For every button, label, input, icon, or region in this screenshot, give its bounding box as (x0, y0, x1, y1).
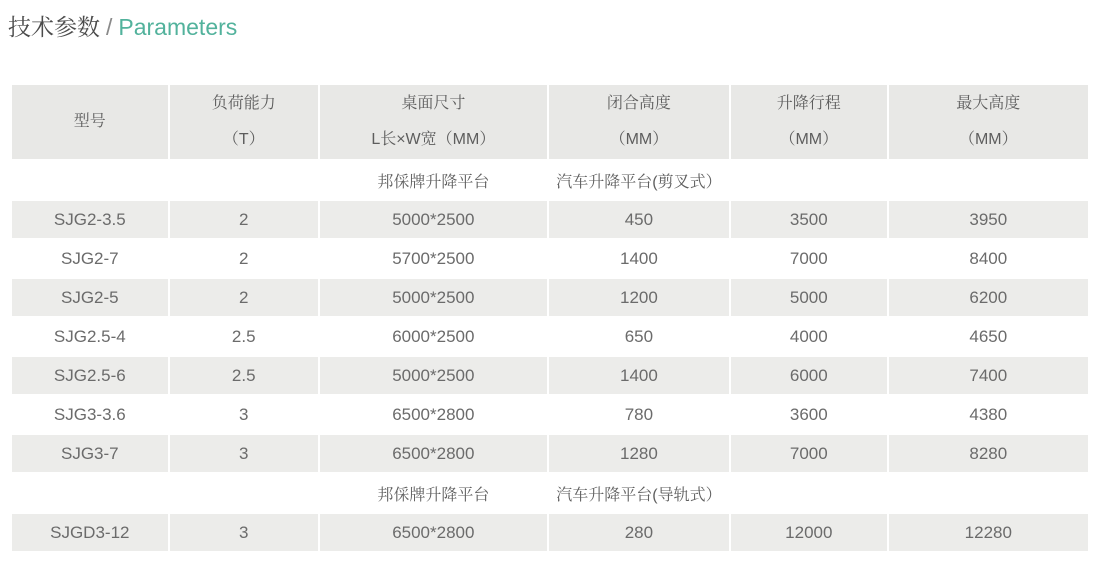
value-cell: 2.5 (170, 318, 318, 355)
value-cell: 5000*2500 (320, 279, 547, 316)
col-header-load-capacity (170, 85, 318, 159)
model-cell: SJG2-7 (12, 240, 168, 277)
col-header-model-label: 型号 (73, 113, 106, 130)
value-cell: 1400 (549, 240, 729, 277)
section-brand: 邦倸牌升降平台 (320, 474, 547, 512)
value-cell: 6500*2800 (320, 514, 547, 551)
col-header-max-height (889, 85, 1088, 159)
value-cell: 8280 (889, 435, 1088, 472)
table-row (12, 357, 1088, 394)
value-cell: 3 (170, 435, 318, 472)
value-cell: 6000 (731, 357, 887, 394)
model-cell: SJG3-3.6 (12, 396, 168, 433)
model-cell: SJG3-7 (12, 435, 168, 472)
value-cell: 3500 (731, 201, 887, 238)
value-cell: 5700*2500 (320, 240, 547, 277)
value-cell: 4380 (889, 396, 1088, 433)
value-cell: 1400 (549, 357, 729, 394)
value-cell: 4000 (731, 318, 887, 355)
section-empty-cell (889, 161, 1088, 199)
section-empty-cell (170, 161, 318, 199)
section-brand: 邦倸牌升降平台 (320, 161, 547, 199)
table-row (12, 396, 1088, 433)
col-header-closed-height-unit: （MM） (609, 131, 669, 148)
value-cell: 6500*2800 (320, 396, 547, 433)
page-title (8, 13, 1090, 41)
col-header-closed-height-label: 闭合高度 (606, 95, 671, 112)
model-cell: SJGD3-12 (12, 514, 168, 551)
value-cell: 2.5 (170, 357, 318, 394)
value-cell: 650 (549, 318, 729, 355)
col-header-max-height-unit: （MM） (958, 131, 1018, 148)
model-cell: SJG2-5 (12, 279, 168, 316)
col-header-closed-height (549, 85, 729, 159)
section-empty-cell (731, 474, 887, 512)
table-row (12, 435, 1088, 472)
value-cell: 6000*2500 (320, 318, 547, 355)
value-cell: 3600 (731, 396, 887, 433)
col-header-table-size-label: 桌面尺寸 (401, 95, 466, 112)
parameters-table-wrap (10, 83, 1090, 553)
value-cell: 6500*2800 (320, 435, 547, 472)
section-header-row (12, 474, 1088, 512)
page-title-en: Parameters (118, 14, 238, 40)
value-cell: 6200 (889, 279, 1088, 316)
section-category: 汽车升降平台(导轨式） (549, 474, 729, 512)
value-cell: 2 (170, 240, 318, 277)
model-cell: SJG2.5-6 (12, 357, 168, 394)
col-header-model (12, 85, 168, 159)
section-empty-cell (889, 474, 1088, 512)
page-title-zh: 技术参数 (8, 14, 100, 40)
table-row (12, 201, 1088, 238)
table-header-row (12, 85, 1088, 159)
value-cell: 8400 (889, 240, 1088, 277)
section-empty-cell (12, 161, 168, 199)
value-cell: 5000 (731, 279, 887, 316)
value-cell: 280 (549, 514, 729, 551)
value-cell: 780 (549, 396, 729, 433)
col-header-table-size-unit: L长×W宽（MM） (371, 131, 496, 148)
value-cell: 4650 (889, 318, 1088, 355)
table-row (12, 514, 1088, 551)
value-cell: 2 (170, 279, 318, 316)
section-header-row (12, 161, 1088, 199)
col-header-lift-stroke-unit: （MM） (779, 131, 839, 148)
col-header-max-height-label: 最大高度 (956, 95, 1021, 112)
value-cell: 1200 (549, 279, 729, 316)
page-title-separator: / (106, 14, 113, 40)
value-cell: 7400 (889, 357, 1088, 394)
section-empty-cell (170, 474, 318, 512)
value-cell: 450 (549, 201, 729, 238)
model-cell: SJG2-3.5 (12, 201, 168, 238)
col-header-load-capacity-unit: （T） (222, 131, 265, 148)
value-cell: 3950 (889, 201, 1088, 238)
table-row (12, 240, 1088, 277)
value-cell: 2 (170, 201, 318, 238)
col-header-lift-stroke-label: 升降行程 (776, 95, 841, 112)
value-cell: 5000*2500 (320, 201, 547, 238)
value-cell: 3 (170, 514, 318, 551)
value-cell: 12280 (889, 514, 1088, 551)
table-row (12, 318, 1088, 355)
col-header-load-capacity-label: 负荷能力 (211, 95, 276, 112)
section-category: 汽车升降平台(剪叉式） (549, 161, 729, 199)
value-cell: 12000 (731, 514, 887, 551)
value-cell: 1280 (549, 435, 729, 472)
col-header-table-size (320, 85, 547, 159)
value-cell: 7000 (731, 435, 887, 472)
value-cell: 5000*2500 (320, 357, 547, 394)
value-cell: 3 (170, 396, 318, 433)
col-header-lift-stroke (731, 85, 887, 159)
table-row (12, 279, 1088, 316)
section-empty-cell (731, 161, 887, 199)
model-cell: SJG2.5-4 (12, 318, 168, 355)
value-cell: 7000 (731, 240, 887, 277)
section-empty-cell (12, 474, 168, 512)
parameters-table (10, 83, 1090, 553)
